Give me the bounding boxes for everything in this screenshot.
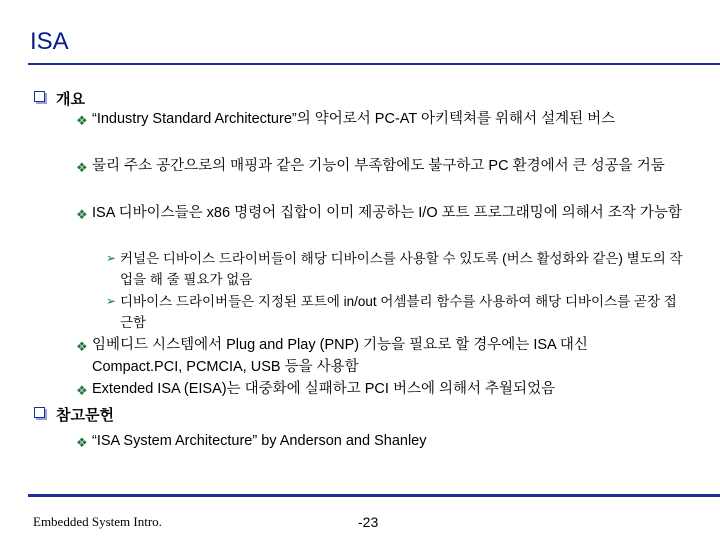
footer-course-name: Embedded System Intro. [33, 514, 162, 529]
list-item-text: ISA 디바이스들은 x86 명령어 집합이 이미 제공하는 I/O 포트 프로그래밍에 의해서 조작 가능함 [92, 205, 682, 221]
list-item-text: 물리 주소 공간으로의 매핑과 같은 기능이 부족함에도 불구하고 PC 환경에서 큰 성공을 거둠 [92, 158, 665, 174]
sub-list-item-text: 커널은 디바이스 드라이버들이 해당 디바이스를 사용할 수 있도록 (버스 활성화와 같은) 별도의 작업을 해 줄 필요가 없음 [120, 251, 683, 287]
slide-title: ISA [30, 28, 69, 55]
page-number: -23 [358, 514, 379, 530]
square-bullet-icon [34, 91, 45, 102]
diamond-bullet-icon: ❖ [76, 113, 88, 128]
list-item-text: “ISA System Architecture” by Anderson and Shanley [92, 433, 427, 449]
list-item-text: “Industry Standard Architecture”의 약어로서 PC-AT 아키텍쳐를 위해서 설계된 버스 [92, 111, 616, 127]
list-item-text: Extended ISA (EISA)는 대중화에 실패하고 PCI 버스에 의해서 추월되었음 [92, 381, 556, 397]
sub-list-item-text: 디바이스 드라이버들은 지정된 포트에 in/out 어셈블리 함수를 사용하여 해당 디바이스를 곧장 접근함 [120, 294, 677, 330]
diamond-bullet-icon: ❖ [76, 435, 88, 450]
list-item-text: 임베디드 시스템에서 Plug and Play (PNP) 기능을 필요로 할 경우에는 ISA 대신 Compact.PCI, PCMCIA, USB 등을 사용함 [92, 337, 588, 375]
title-divider [28, 63, 720, 65]
arrow-bullet-icon: ➢ [106, 294, 117, 308]
diamond-bullet-icon: ❖ [76, 160, 88, 175]
diamond-bullet-icon: ❖ [76, 383, 88, 398]
footer-divider [28, 494, 720, 497]
diamond-bullet-icon: ❖ [76, 207, 88, 222]
arrow-bullet-icon: ➢ [106, 251, 117, 265]
section-heading-text: 참고문헌 [56, 407, 114, 424]
section-heading-text: 개요 [56, 91, 85, 108]
square-bullet-icon [34, 407, 45, 418]
diamond-bullet-icon: ❖ [76, 339, 88, 354]
